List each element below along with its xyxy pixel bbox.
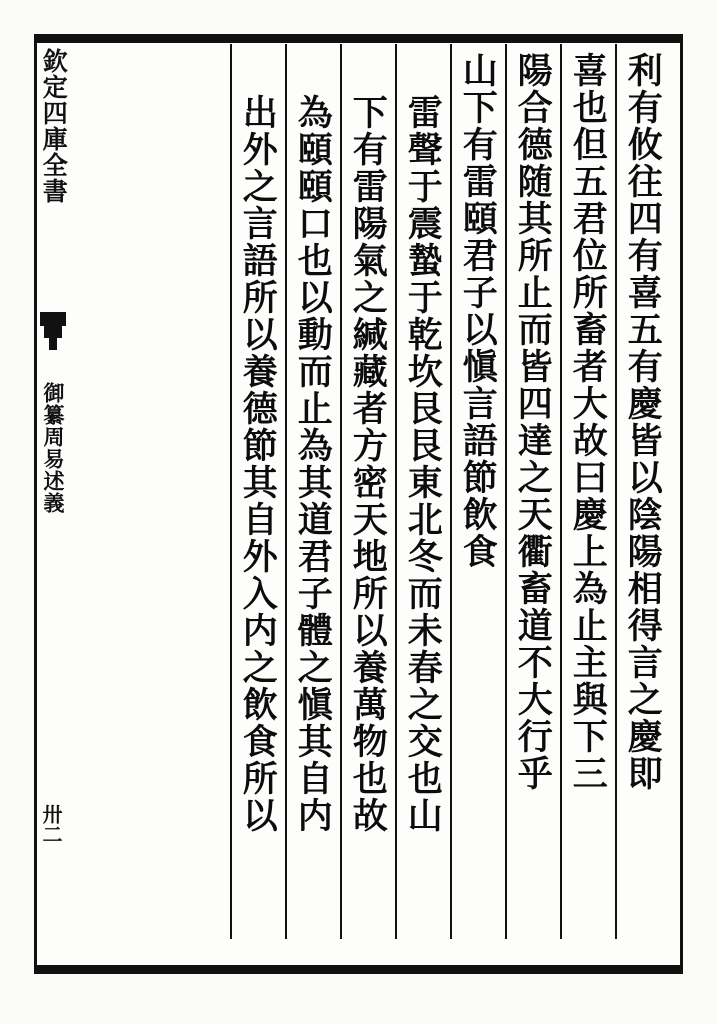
text-block	[70, 44, 670, 964]
column-text: 陽合德随其所止而皆四達之天衢畜道不大行乎	[512, 52, 554, 792]
fish-tail-mark-icon	[38, 312, 68, 352]
page-number: 卅二	[39, 804, 63, 844]
text-column	[450, 44, 505, 939]
column-text: 雷聲于震蟄于乾坎艮艮東北冬而未春之交也山	[402, 94, 444, 834]
text-column	[340, 44, 395, 939]
text-column	[395, 44, 450, 939]
column-text: 利有攸往四有喜五有慶皆以陰陽相得言之慶即	[622, 52, 664, 792]
column-text: 出外之言語所以養德節其自外入内之飲食所以	[237, 94, 279, 834]
column-text: 下有雷陽氣之緘藏者方密天地所以養萬物也故	[347, 94, 389, 834]
page-spine	[38, 44, 72, 964]
column-text: 為頤頤口也以動而止為其道君子體之愼其自内	[292, 94, 334, 834]
text-column	[505, 44, 560, 939]
text-column	[560, 44, 615, 939]
book-title: 御纂周易述義	[41, 382, 67, 514]
text-column	[230, 44, 285, 939]
text-column	[615, 44, 670, 939]
series-title: 欽定四庫全書	[39, 48, 69, 204]
text-column	[285, 44, 340, 939]
column-text: 喜也但五君位所畜者大故曰慶上為止主與下三	[567, 52, 609, 792]
column-text: 山下有雷頤君子以愼言語節飲食	[457, 52, 499, 570]
